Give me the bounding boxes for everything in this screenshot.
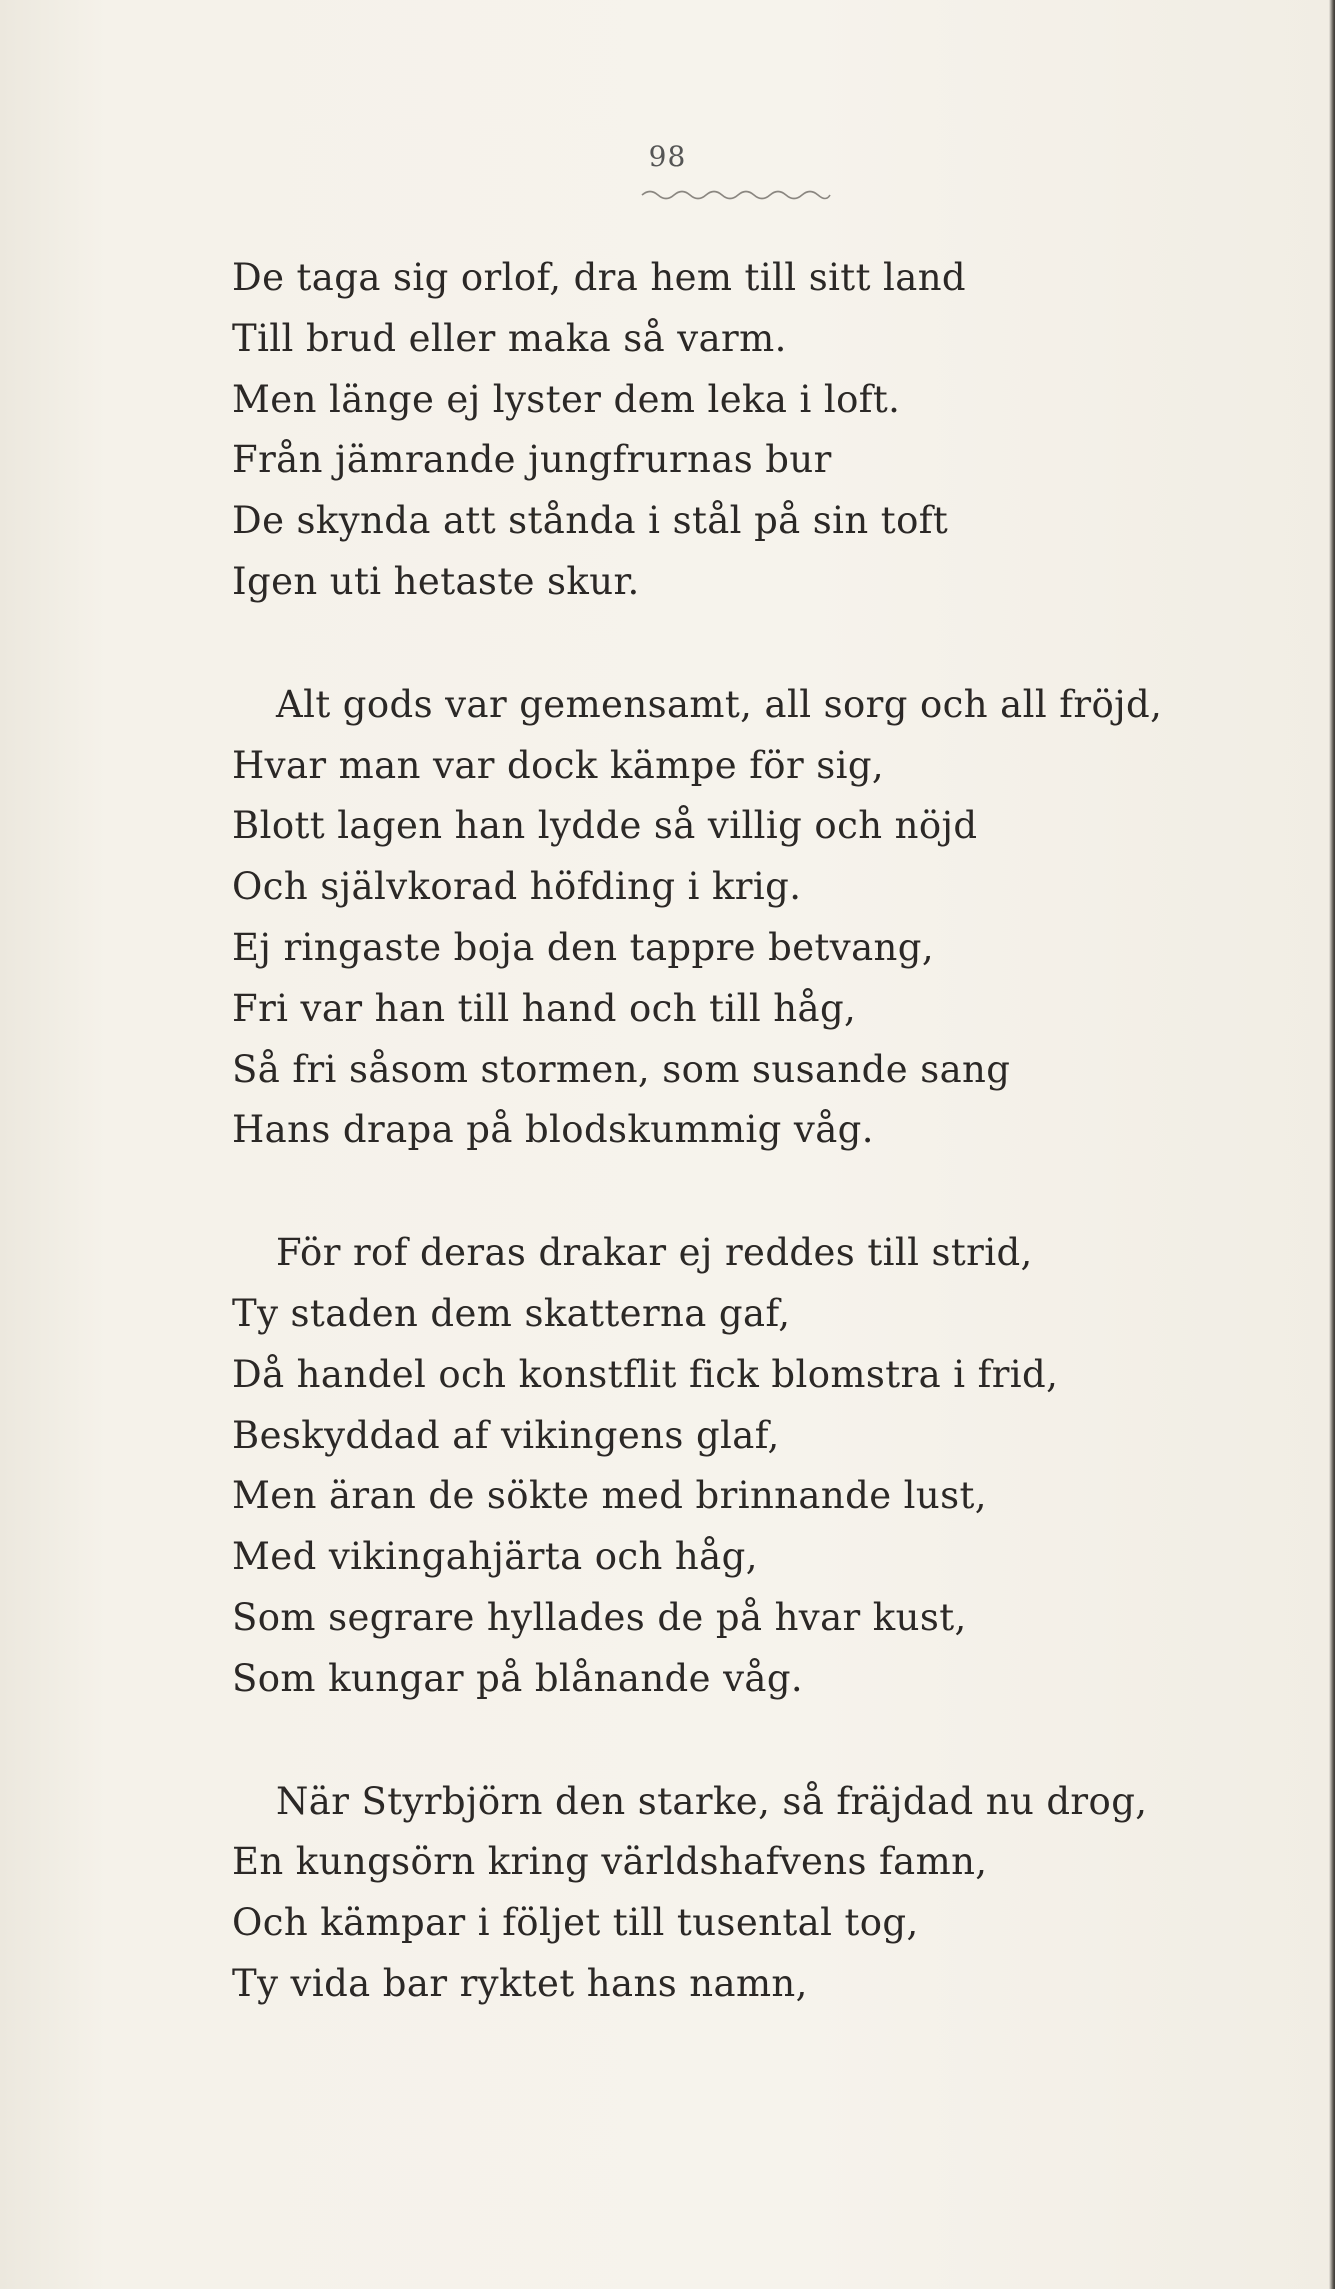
verse-line: Alt gods var gemensamt, all sorg och all fröjd, <box>276 682 1163 726</box>
verse-line: När Styrbjörn den starke, så fräjdad nu drog, <box>276 1779 1148 1823</box>
verse-line: Så fri såsom stormen, som susande sang <box>232 1047 1011 1091</box>
verse-line: En kungsörn kring världshafvens famn, <box>232 1840 988 1884</box>
page-edge-shadow <box>1329 0 1335 2289</box>
stanza-1 <box>232 248 1242 613</box>
verse-line: Och självkorad höfding i krig. <box>232 865 802 909</box>
verse-line: Men länge ej lyster dem leka i loft. <box>232 377 901 421</box>
verse-line: Hans drapa på blodskummig våg. <box>232 1108 874 1152</box>
verse-line: Till brud eller maka så varm. <box>232 316 787 360</box>
verse-line: Igen uti hetaste skur. <box>232 559 640 603</box>
poem-text <box>232 248 1242 2077</box>
verse-line: Med vikingahjärta och håg, <box>232 1535 758 1579</box>
verse-line: Beskyddad af vikingens glaf, <box>232 1413 780 1457</box>
verse-line: För rof deras drakar ej reddes till strid, <box>276 1231 1033 1275</box>
verse-line: Hvar man var dock kämpe för sig, <box>232 743 885 787</box>
stanza-3 <box>232 1223 1242 1709</box>
verse-line: Från jämrande jungfrurnas bur <box>232 438 832 482</box>
verse-line: Som kungar på blånande våg. <box>232 1656 804 1700</box>
verse-line: Och kämpar i följet till tusental tog, <box>232 1901 919 1945</box>
stanza-2 <box>232 675 1242 1161</box>
verse-line: Ej ringaste boja den tappre betvang, <box>232 925 935 969</box>
verse-line: Som segrare hyllades de på hvar kust, <box>232 1595 967 1639</box>
verse-line: Ty vida bar ryktet hans namn, <box>232 1961 808 2005</box>
stanza-4 <box>232 1772 1242 2015</box>
page-number: 98 <box>648 140 687 173</box>
verse-line: De skynda att stånda i stål på sin toft <box>232 499 949 543</box>
verse-line: Men äran de sökte med brinnande lust, <box>232 1474 987 1518</box>
verse-line: Då handel och konstflit fick blomstra i frid, <box>232 1352 1059 1396</box>
verse-line: Ty staden dem skatterna gaf, <box>232 1291 791 1335</box>
verse-line: Fri var han till hand och till håg, <box>232 986 857 1030</box>
ornament-divider <box>640 186 832 204</box>
verse-line: De taga sig orlof, dra hem till sitt land <box>232 256 967 299</box>
verse-line: Blott lagen han lydde så villig och nöjd <box>232 804 978 848</box>
